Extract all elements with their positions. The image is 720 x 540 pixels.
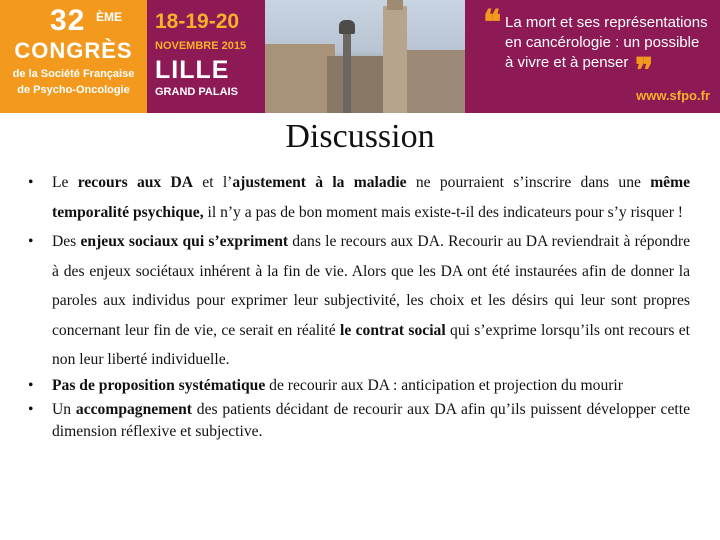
list-item-text	[52, 168, 690, 227]
body-text: Un	[52, 400, 76, 418]
edition-suffix: ÈME	[96, 10, 123, 24]
list-item-text	[52, 375, 690, 397]
discussion-bullet-list	[28, 168, 690, 443]
body-text: ne pourraient s’inscrire dans une	[406, 174, 651, 191]
body-text: Des	[52, 233, 81, 250]
edition-number: 32	[50, 4, 86, 37]
congress-banner	[0, 0, 720, 113]
emphasis-text: enjeux sociaux qui s’expriment	[80, 233, 289, 250]
theme-line2: en cancérologie : un possible	[505, 34, 700, 51]
photo-belfry-tower	[383, 6, 407, 113]
list-item-text	[52, 227, 690, 375]
lille-city-photo	[265, 0, 465, 113]
emphasis-text: ajustement à la maladie	[232, 174, 407, 191]
list-item	[28, 375, 690, 397]
emphasis-text: recours aux DA	[77, 174, 194, 191]
body-text: Le	[52, 174, 78, 191]
emphasis-text: le contrat social	[340, 321, 446, 339]
slide-title: Discussion	[285, 118, 435, 155]
body-text: dans le recours aux DA. Recourir au DA reviendrait à répondre à des enjeux sociétaux inhérent à la fin de vie. Alors que les DA ont été instaurées afin de donner la paroles aux individus pour exprimer leur subjectivité, les choix et les désirs qui leur sont propres concernant leur fin de vie, ce serait en réalité	[52, 233, 690, 339]
open-quote-icon: ❝	[483, 4, 502, 42]
theme-line3: à vivre et à penser	[505, 54, 629, 71]
photo-building	[327, 56, 385, 113]
emphasis-text: Pas de proposition systématique	[52, 376, 266, 394]
emphasis-text: même temporalité psychique,	[52, 174, 691, 221]
theme-line1: La mort et ses représentations	[505, 14, 708, 31]
society-name-line2: de Psycho-Oncologie	[17, 84, 130, 96]
body-text: de recourir aux DA : anticipation et projection du mourir	[265, 376, 623, 394]
body-text: il n’y a pas de bon moment mais existe-t-il des indicateurs pour s’y risquer !	[203, 203, 684, 221]
website-url: www.sfpo.fr	[636, 88, 710, 103]
photo-column	[343, 30, 351, 113]
bullet-icon: •	[28, 233, 34, 250]
body-text: et l’	[193, 174, 233, 191]
event-month: NOVEMBRE 2015	[155, 40, 247, 52]
bullet-icon: •	[28, 376, 34, 394]
photo-belfry-top	[387, 0, 403, 10]
photo-statue	[339, 20, 355, 34]
body-text: des patients décidant de recourir aux DA afin qu’ils puissent développer cette dimension réflexive et subjective.	[52, 400, 690, 440]
photo-building	[407, 50, 465, 113]
close-quote-icon: ❞	[635, 52, 654, 90]
event-venue: GRAND PALAIS	[155, 86, 238, 98]
event-city: LILLE	[155, 56, 230, 84]
congress-logo-block	[0, 0, 147, 113]
event-dates: 18-19-20	[155, 10, 240, 33]
list-item	[28, 227, 690, 375]
body-text: qui s’exprime lorsqu’ils ont recours et non leur liberté individuelle.	[52, 321, 691, 368]
list-item	[28, 399, 690, 443]
society-name-line1: de la Société Française	[12, 68, 135, 80]
event-info-block	[147, 0, 265, 113]
emphasis-text: accompagnement	[75, 400, 192, 418]
list-item-text	[52, 399, 690, 443]
list-item	[28, 168, 690, 227]
photo-building	[265, 44, 335, 113]
bullet-icon: •	[28, 400, 34, 418]
bullet-icon: •	[28, 174, 34, 191]
theme-block	[465, 0, 720, 113]
congress-label: CONGRÈS	[14, 38, 133, 63]
